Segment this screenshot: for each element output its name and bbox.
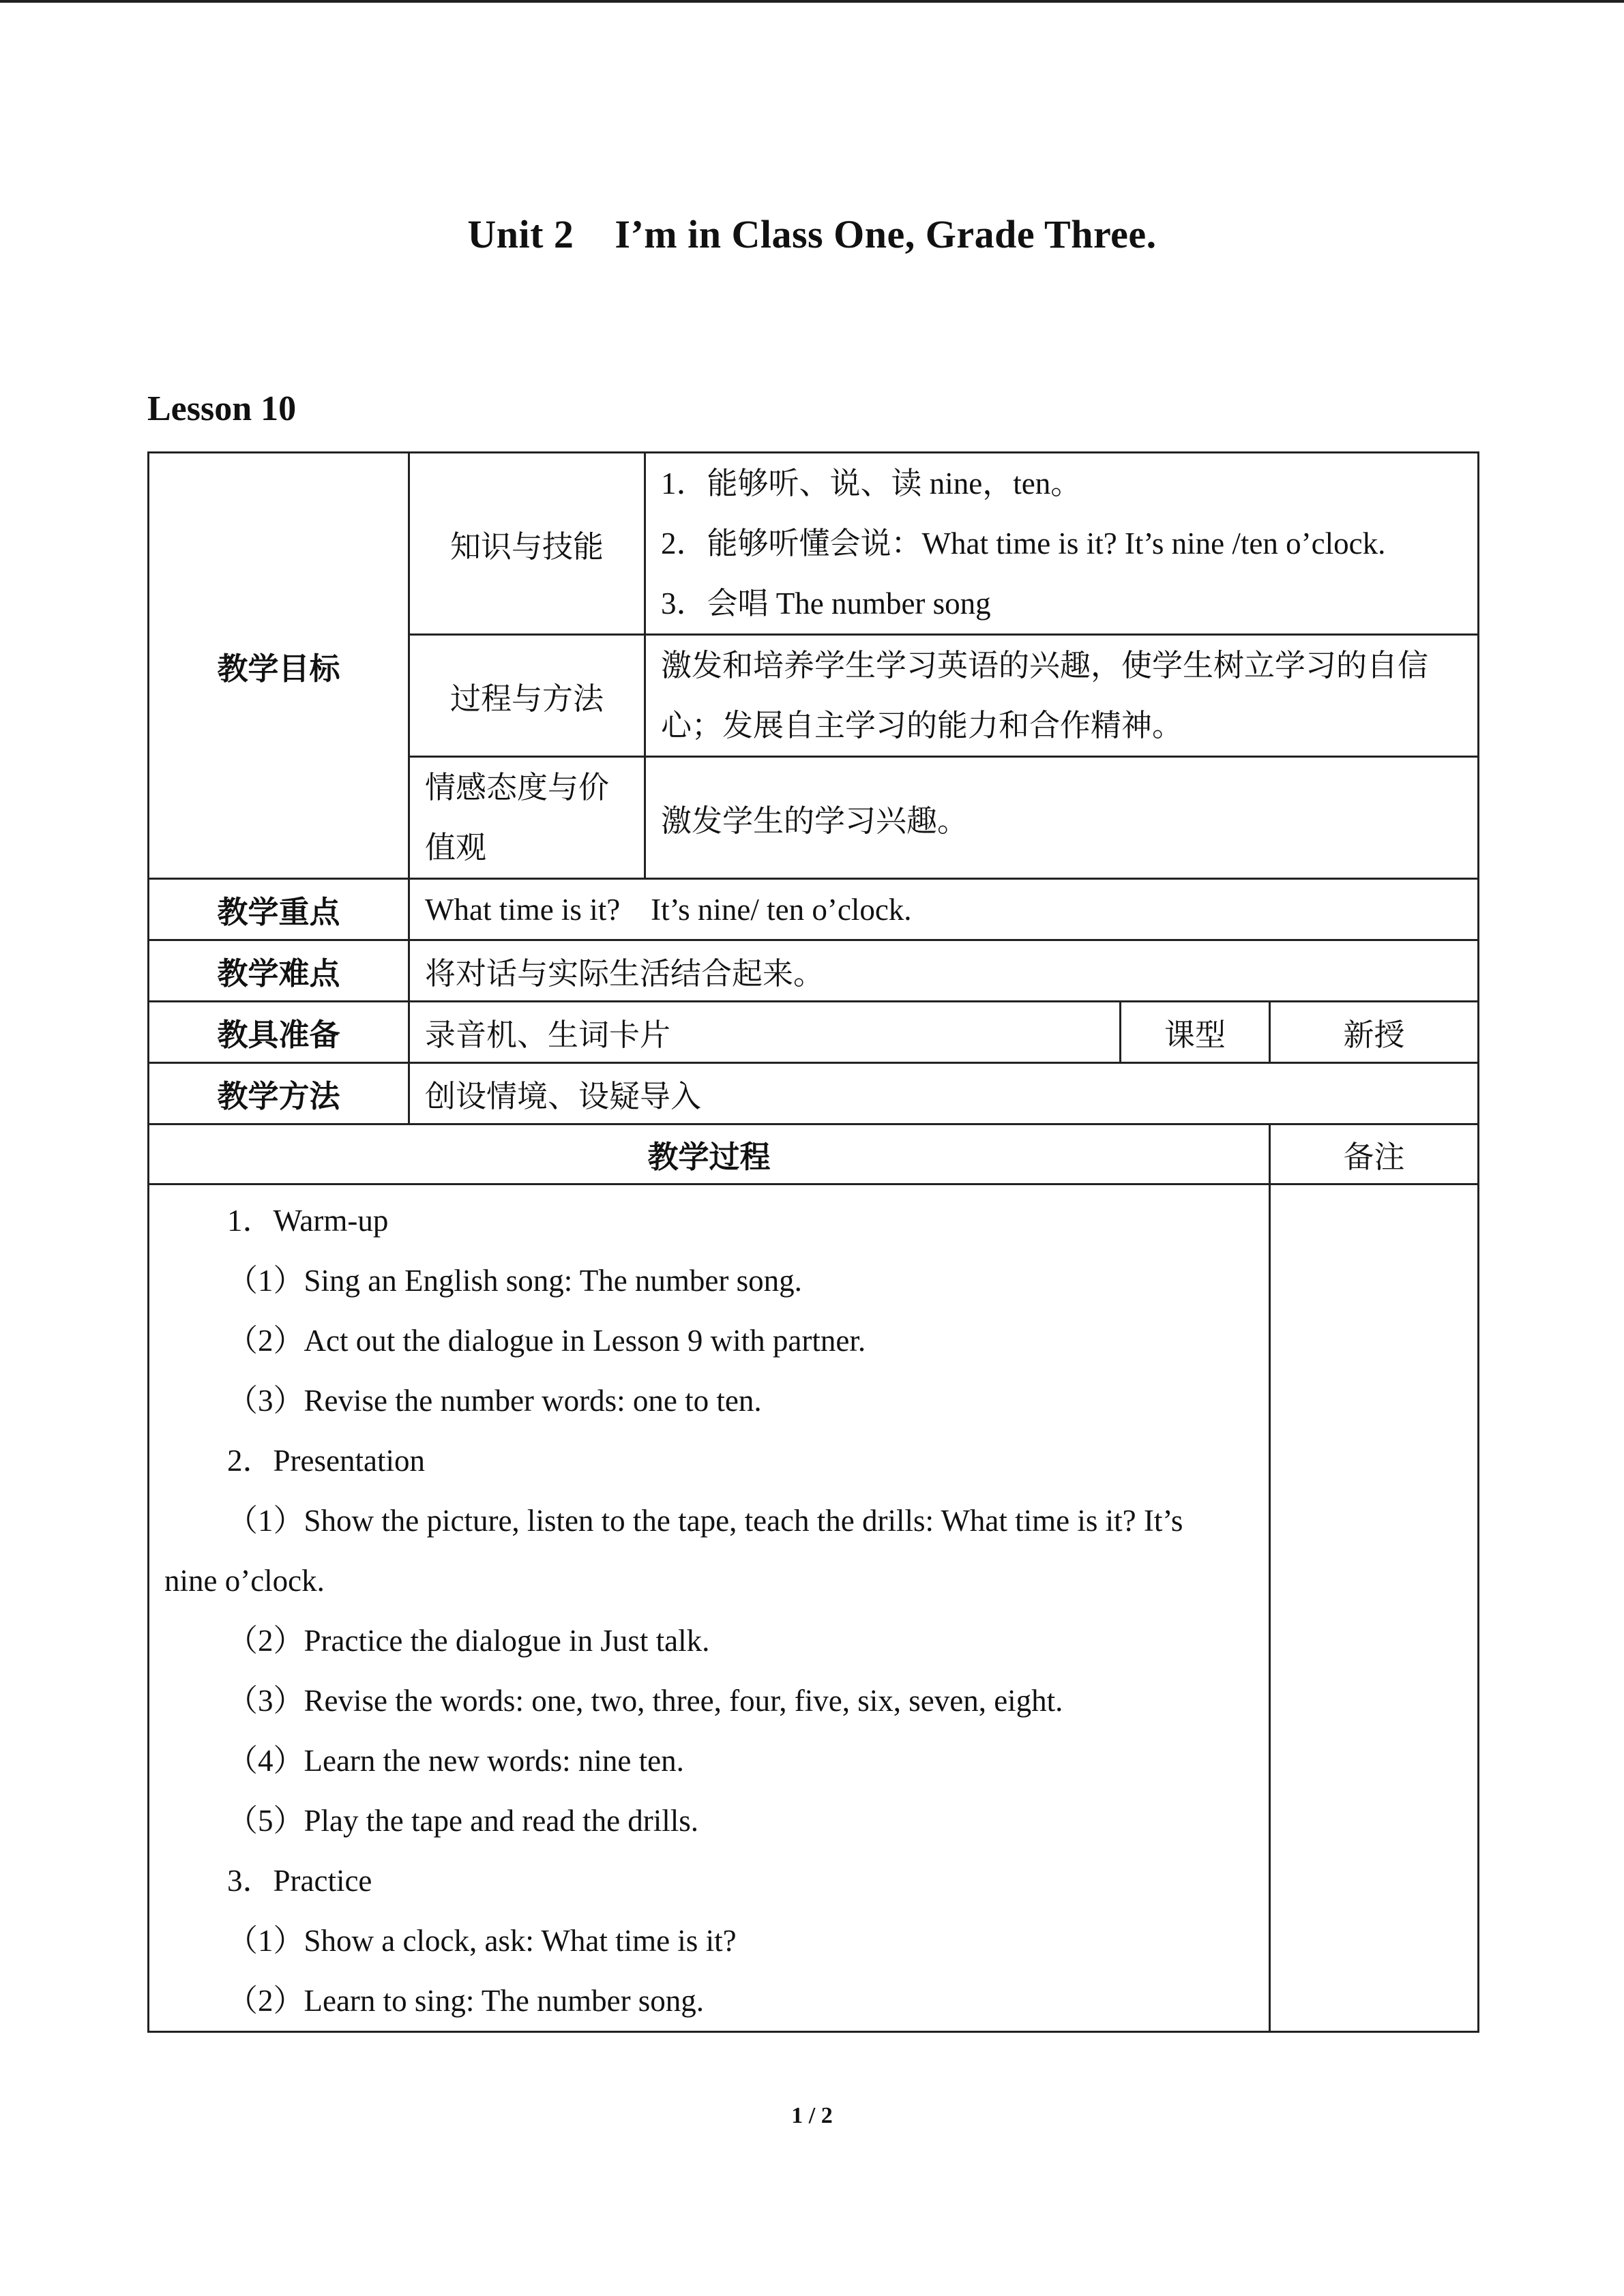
- knowledge-skills-label: 知识与技能: [409, 453, 645, 635]
- knowledge-skills-content: [645, 453, 1479, 635]
- methods-row: [149, 1063, 1479, 1124]
- step-warmup-3: （3）Revise the number words: one to ten.: [227, 1384, 762, 1418]
- emotion-label-line-1: 情感态度与价: [425, 769, 610, 805]
- step-presentation-2: （2）Practice the dialogue in Just talk.: [227, 1624, 710, 1658]
- materials-label: 教具准备: [149, 1002, 409, 1063]
- step-presentation-5: （5）Play the tape and read the drills.: [227, 1804, 699, 1838]
- page-number: 1 / 2: [791, 2103, 833, 2128]
- objectives-label: 教学目标: [149, 453, 409, 879]
- emotion-attitude-label: [409, 757, 645, 879]
- process-methods-label: 过程与方法: [409, 635, 645, 757]
- key-points-label: 教学重点: [149, 879, 409, 940]
- process-body-row: [149, 1184, 1479, 2032]
- notes-cell: [1270, 1184, 1479, 2032]
- emotion-label-line-2: 值观: [425, 829, 487, 865]
- step-presentation-1b: nine o’clock.: [164, 1564, 325, 1598]
- page-top-border: [0, 0, 1624, 3]
- step-presentation: 2．Presentation: [227, 1444, 425, 1478]
- notes-header-label: 备注: [1270, 1124, 1479, 1184]
- knowledge-line-3: 3．会唱 The number song: [661, 586, 991, 621]
- emotion-attitude-content: 激发学生的学习兴趣。: [645, 757, 1479, 879]
- materials-row: [149, 1002, 1479, 1063]
- process-methods-content: 激发和培养学生学习英语的兴趣，使学生树立学习的自信心；发展自主学习的能力和合作精神。: [645, 635, 1479, 757]
- step-practice: 3．Practice: [227, 1864, 372, 1898]
- step-presentation-4: （4）Learn the new words: nine ten.: [227, 1744, 684, 1778]
- objectives-knowledge-row: [149, 453, 1479, 635]
- document-title: Unit 2 I’m in Class One, Grade Three.: [467, 212, 1157, 256]
- step-warmup: 1．Warm-up: [227, 1204, 389, 1238]
- step-presentation-3: （3）Revise the words: one, two, three, four, five, six, seven, eight.: [227, 1684, 1063, 1718]
- lesson-type-label: 课型: [1121, 1002, 1270, 1063]
- difficulties-content: 将对话与实际生活结合起来。: [409, 940, 1479, 1002]
- step-warmup-2: （2）Act out the dialogue in Lesson 9 with partner.: [227, 1324, 866, 1358]
- materials-content: 录音机、生词卡片: [409, 1002, 1121, 1063]
- process-steps: [149, 1184, 1270, 2032]
- key-points-content: What time is it? It’s nine/ ten o’clock.: [409, 879, 1479, 940]
- step-warmup-1: （1）Sing an English song: The number song.: [227, 1264, 802, 1298]
- knowledge-line-1: 1．能够听、说、读 nine，ten。: [661, 466, 1082, 501]
- step-presentation-1a: （1）Show the picture, listen to the tape, teach the drills: What time is it? It’s: [227, 1504, 1183, 1538]
- methods-content: 创设情境、设疑导入: [409, 1063, 1479, 1124]
- knowledge-line-2: 2．能够听懂会说：What time is it? It’s nine /ten o’clock.: [661, 526, 1386, 561]
- step-practice-1: （1）Show a clock, ask: What time is it?: [227, 1924, 737, 1958]
- lesson-type-value: 新授: [1270, 1002, 1479, 1063]
- lesson-heading: Lesson 10: [147, 389, 297, 428]
- methods-label: 教学方法: [149, 1063, 409, 1124]
- process-header-row: [149, 1124, 1479, 1184]
- step-practice-2: （2）Learn to sing: The number song.: [227, 1984, 705, 2018]
- process-header-label: 教学过程: [149, 1124, 1270, 1184]
- lesson-plan-table: [147, 451, 1479, 2033]
- difficulties-label: 教学难点: [149, 940, 409, 1002]
- difficulties-row: [149, 940, 1479, 1002]
- key-points-row: [149, 879, 1479, 940]
